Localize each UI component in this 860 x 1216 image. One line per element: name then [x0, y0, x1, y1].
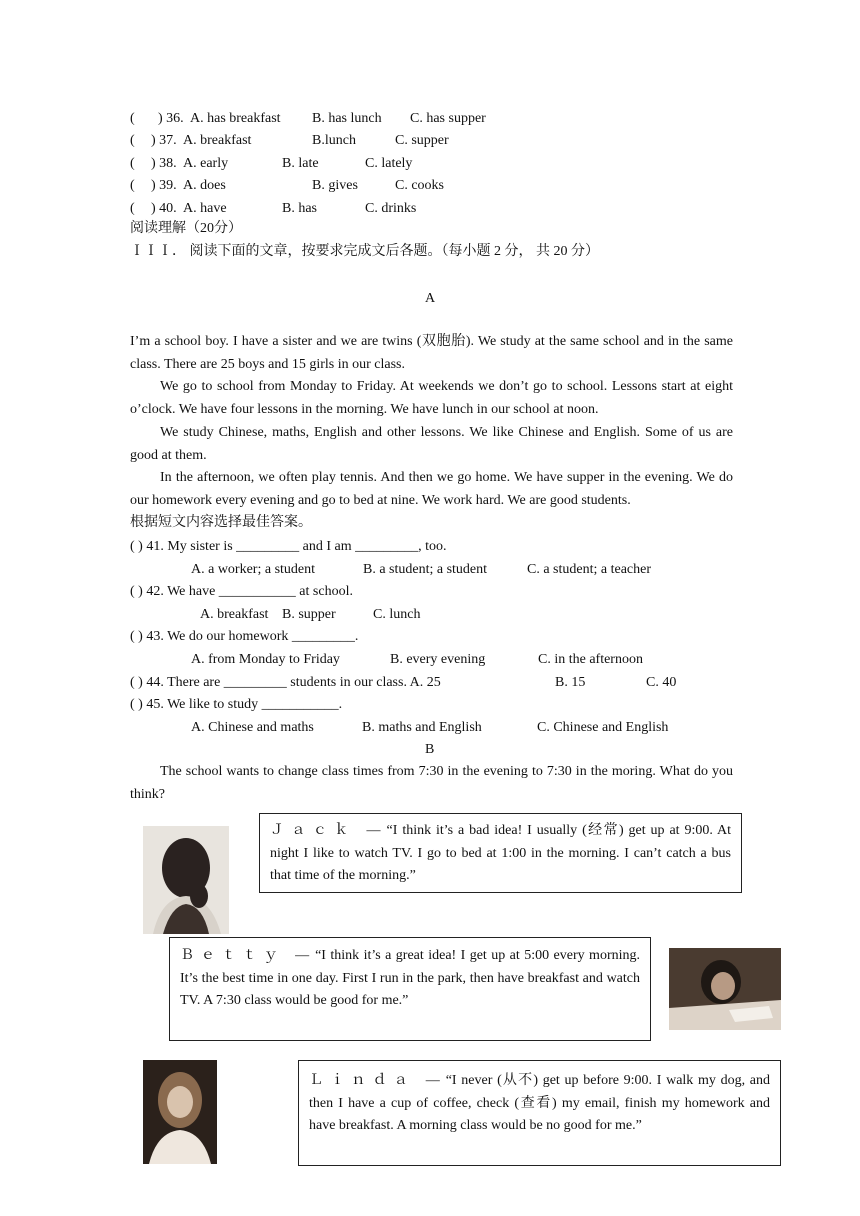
- question-43-option-a: A. from Monday to Friday: [191, 652, 340, 667]
- cloze-36-option-c: C. has supper: [410, 111, 486, 126]
- question-41-option-b: B. a student; a student: [363, 562, 488, 577]
- question-45-stem: ( ) 45. We like to study ___________.: [130, 697, 343, 712]
- cloze-39-option-b: B. gives: [312, 178, 358, 193]
- cloze-40-number: ) 40.: [151, 201, 177, 216]
- question-44-option-c: C. 40: [646, 675, 677, 690]
- cloze-39-paren: (: [130, 178, 135, 193]
- cloze-38-option-c: C. lately: [365, 156, 413, 171]
- cloze-36-paren: (: [130, 111, 135, 126]
- passage-a-paragraph-1: I’m a school boy. I have a sister and we are twins (双胞胎). We study at the same school and in the same class. There are 25 boys and 15 girls in our class.: [130, 334, 733, 372]
- question-41-stem: ( ) 41. My sister is _________ and I am _________, too.: [130, 539, 447, 554]
- answer-instruction: 根据短文内容选择最佳答案。: [130, 515, 312, 530]
- question-44-stem: ( ) 44. There are _________ students in our class. A. 25: [130, 675, 441, 690]
- jack-opinion-box: [259, 813, 742, 893]
- question-41-option-a: A. a worker; a student: [191, 562, 316, 577]
- jack-photo: [143, 826, 229, 934]
- linda-photo: [143, 1060, 217, 1164]
- question-45-option-a: A. Chinese and maths: [191, 720, 314, 735]
- cloze-40-option-a: A. have: [183, 201, 227, 216]
- jack-text: “I think it’s a bad idea! I usually (经常) get up at 9:00. At night I like to watch TV. I go to bed at 1:00 in the morning. I can’t catch a bus that time of the morning.”: [270, 823, 732, 884]
- question-44-option-b: B. 15: [555, 675, 586, 690]
- question-45-option-c: C. Chinese and English: [537, 720, 669, 735]
- cloze-38-number: ) 38.: [151, 156, 177, 171]
- linda-opinion-box: [298, 1060, 781, 1166]
- question-42-option-c: C. lunch: [373, 607, 421, 622]
- cloze-39-option-c: C. cooks: [395, 178, 444, 193]
- question-41-option-c: C. a student; a teacher: [527, 562, 652, 577]
- betty-text: “I think it’s a great idea! I get up at 5:00 every morning. It’s the best time in one day. First I run in the park, then have breakfast and watch TV. A 7:30 class would be good for me.”: [180, 948, 640, 1009]
- cloze-40-option-b: B. has: [282, 201, 317, 216]
- question-43-stem: ( ) 43. We do our homework _________.: [130, 629, 359, 644]
- cloze-40-option-c: C. drinks: [365, 201, 417, 216]
- passage-b-label: B: [425, 742, 435, 757]
- cloze-37-option-c: C. supper: [395, 133, 449, 148]
- cloze-38-option-a: A. early: [183, 156, 229, 171]
- cloze-40-paren: (: [130, 201, 135, 216]
- reading-section-heading: 阅读理解（20分）: [130, 221, 242, 236]
- cloze-36-number: ) 36.: [158, 111, 184, 126]
- passage-a-paragraph-2: We go to school from Monday to Friday. At weekends we don’t go to school. Lessons start at eight o’clock. We have four lessons in the morning. We have lunch in our school at noon.: [130, 379, 733, 417]
- betty-opinion-box: [169, 937, 651, 1041]
- betty-photo-image: [669, 948, 781, 1030]
- cloze-37-number: ) 37.: [151, 133, 177, 148]
- linda-name: Ｌｉｎｄａ —: [309, 1073, 446, 1088]
- question-43-option-c: C. in the afternoon: [538, 652, 643, 667]
- passage-a-label: A: [425, 291, 436, 306]
- passage-a-paragraph-4: In the afternoon, we often play tennis. And then we go home. We have supper in the evening. We do our homework every evening and go to bed at nine. We work hard. We are good students.: [130, 470, 733, 508]
- question-42-option-a: A. breakfast: [200, 607, 269, 622]
- betty-photo: [669, 948, 781, 1030]
- section-instruction: ＩＩＩ． 阅读下面的文章，按要求完成文后各题。（每小题 2 分， 共 20 分）: [130, 244, 599, 259]
- question-42-option-b: B. supper: [282, 607, 336, 622]
- cloze-37-option-a: A. breakfast: [183, 133, 252, 148]
- question-43-option-b: B. every evening: [390, 652, 486, 667]
- passage-b-intro: The school wants to change class times from 7:30 in the evening to 7:30 in the moring. What do you think?: [130, 764, 733, 802]
- cloze-39-option-a: A. does: [183, 178, 226, 193]
- question-42-stem: ( ) 42. We have ___________ at school.: [130, 584, 353, 599]
- cloze-38-paren: (: [130, 156, 135, 171]
- cloze-36-option-a: A. has breakfast: [190, 111, 281, 126]
- cloze-37-paren: (: [130, 133, 135, 148]
- cloze-39-number: ) 39.: [151, 178, 177, 193]
- cloze-38-option-b: B. late: [282, 156, 319, 171]
- linda-photo-image: [143, 1060, 217, 1164]
- question-45-option-b: B. maths and English: [362, 720, 482, 735]
- jack-name: Ｊａｃｋ —: [270, 823, 387, 838]
- cloze-36-option-b: B. has lunch: [312, 111, 382, 126]
- linda-text: “I never (从不) get up before 9:00. I walk my dog, and then I have a cup of coffee, check (查看) my email, finish my homework and have breakfast. A morning class would be no good for me.”: [309, 1073, 771, 1134]
- jack-photo-image: [143, 826, 229, 934]
- cloze-37-option-b: B.lunch: [312, 133, 356, 148]
- passage-a-paragraph-3: We study Chinese, maths, English and other lessons. We like Chinese and English. Some of us are good at them.: [130, 425, 733, 463]
- betty-name: Ｂｅｔｔｙ —: [180, 948, 316, 963]
